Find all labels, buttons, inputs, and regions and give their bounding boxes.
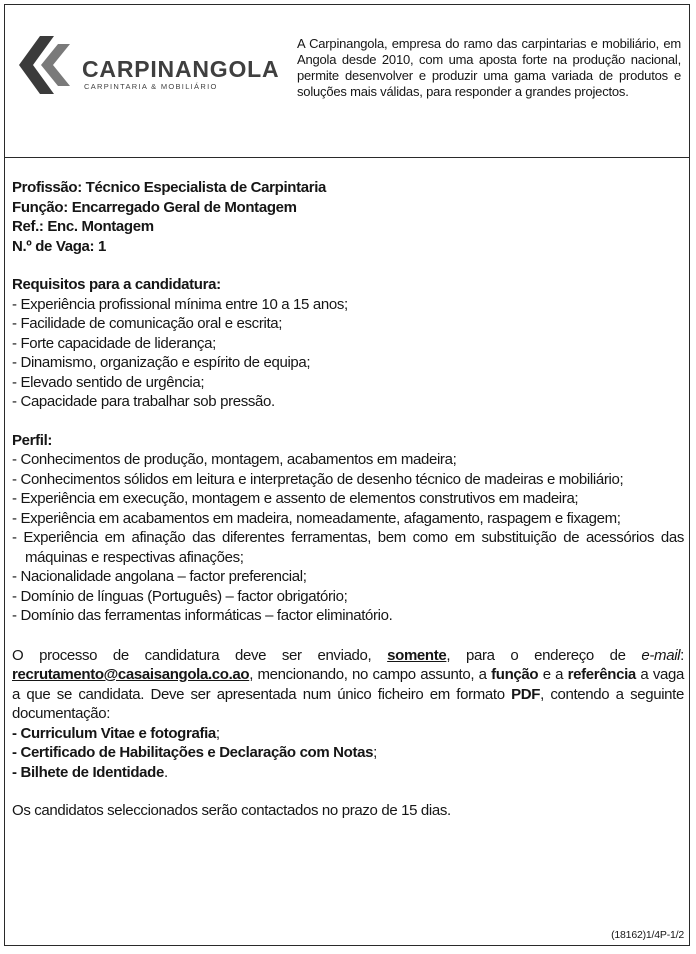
email-label: e-mail — [641, 646, 681, 664]
requirement-item: - Forte capacidade de liderança; — [12, 334, 216, 352]
requirement-item: - Dinamismo, organização e espírito de equipa; — [12, 354, 311, 371]
profile-item: - Experiência em acabamentos em madeira, nomeadamente, afagamento, raspagem e fixagem; — [12, 509, 621, 527]
logo-name: CARPINANGOLA — [82, 56, 280, 82]
application-text: a vaga a que se candidata. Deve ser apresentada num único ficheiro em formato — [12, 666, 684, 703]
requirements-title: Requisitos para a candidatura: — [12, 276, 221, 293]
profile-item: - Conhecimentos de produção, montagem, acabamentos em madeira; — [12, 451, 457, 468]
emphasis-pdf: PDF — [511, 685, 541, 703]
emphasis-somente: somente — [387, 646, 447, 664]
profile-item: - Experiência em execução, montagem e assento de elementos construtivos em madeira; — [12, 490, 579, 507]
logo-tagline: CARPINTARIA & MOBILIÁRIO — [84, 82, 218, 91]
logo-chevron-icon — [18, 30, 78, 100]
company-logo — [18, 30, 278, 100]
document-label: - Curriculum Vitae e fotografia — [12, 724, 216, 742]
required-document — [12, 724, 684, 744]
job-function: Função: Encarregado Geral de Montagem — [12, 198, 297, 216]
application-text: : — [680, 646, 684, 664]
profile-item: - Conhecimentos sólidos em leitura e interpretação de desenho técnico de madeiras e mobiliário; — [12, 470, 624, 488]
profile-item: - Experiência em afinação das diferentes ferramentas, bem como em substituição de acessórios das máquinas e respectivas afinações; — [12, 529, 684, 566]
profile-item: - Domínio das ferramentas informáticas – factor eliminatório. — [12, 607, 393, 624]
document-punct: . — [163, 763, 168, 781]
emphasis-referencia: referência — [567, 666, 636, 683]
emphasis-funcao: função — [491, 666, 539, 683]
required-document — [12, 763, 684, 783]
job-reference: Ref.: Enc. Montagem — [12, 218, 154, 235]
document-punct: ; — [373, 744, 377, 761]
profile-item: - Domínio de línguas (Português) – factor obrigatório; — [12, 587, 348, 605]
document-punct: ; — [215, 724, 220, 742]
application-text: O processo de candidatura deve ser enviado, — [12, 646, 388, 664]
job-vacancies: N.º de Vaga: 1 — [12, 237, 106, 255]
company-intro: A Carpinangola, empresa do ramo das carpintarias e mobiliário, em Angola desde 2010, com uma aposta forte na produção nacional, permite desenvolver e produzir uma gama variada de produtos e soluções mais válidas, para responder a grandes projectos. — [297, 36, 681, 99]
application-text: , mencionando, no campo assunto, a — [249, 666, 492, 683]
requirement-item: - Capacidade para trabalhar sob pressão. — [12, 393, 275, 410]
requirement-item: - Experiência profissional mínima entre 10 a 15 anos; — [12, 295, 348, 313]
header-divider — [4, 157, 690, 158]
requirement-item: - Facilidade de comunicação oral e escrita; — [12, 315, 283, 332]
ad-body — [12, 178, 684, 821]
recruitment-email-link[interactable]: recrutamento@casaisangola.co.ao — [12, 666, 250, 683]
requirement-item: - Elevado sentido de urgência; — [12, 373, 205, 391]
application-text: e a — [538, 666, 568, 683]
profile-item: - Nacionalidade angolana – factor preferencial; — [12, 568, 307, 585]
application-text: , contendo a seguinte documentação: — [12, 685, 684, 722]
required-document — [12, 743, 684, 763]
document-label: - Certificado de Habilitações e Declaração com Notas — [12, 744, 374, 761]
ad-reference-code: (18162)1/4P-1/2 — [611, 929, 684, 941]
profile-title: Perfil: — [12, 431, 53, 449]
job-profession: Profissão: Técnico Especialista de Carpintaria — [12, 179, 327, 196]
application-text: , para o endereço de — [446, 646, 642, 664]
document-label: - Bilhete de Identidade — [12, 763, 164, 781]
closing-note: Os candidatos seleccionados serão contactados no prazo de 15 dias. — [12, 802, 451, 819]
application-instructions — [12, 646, 684, 724]
